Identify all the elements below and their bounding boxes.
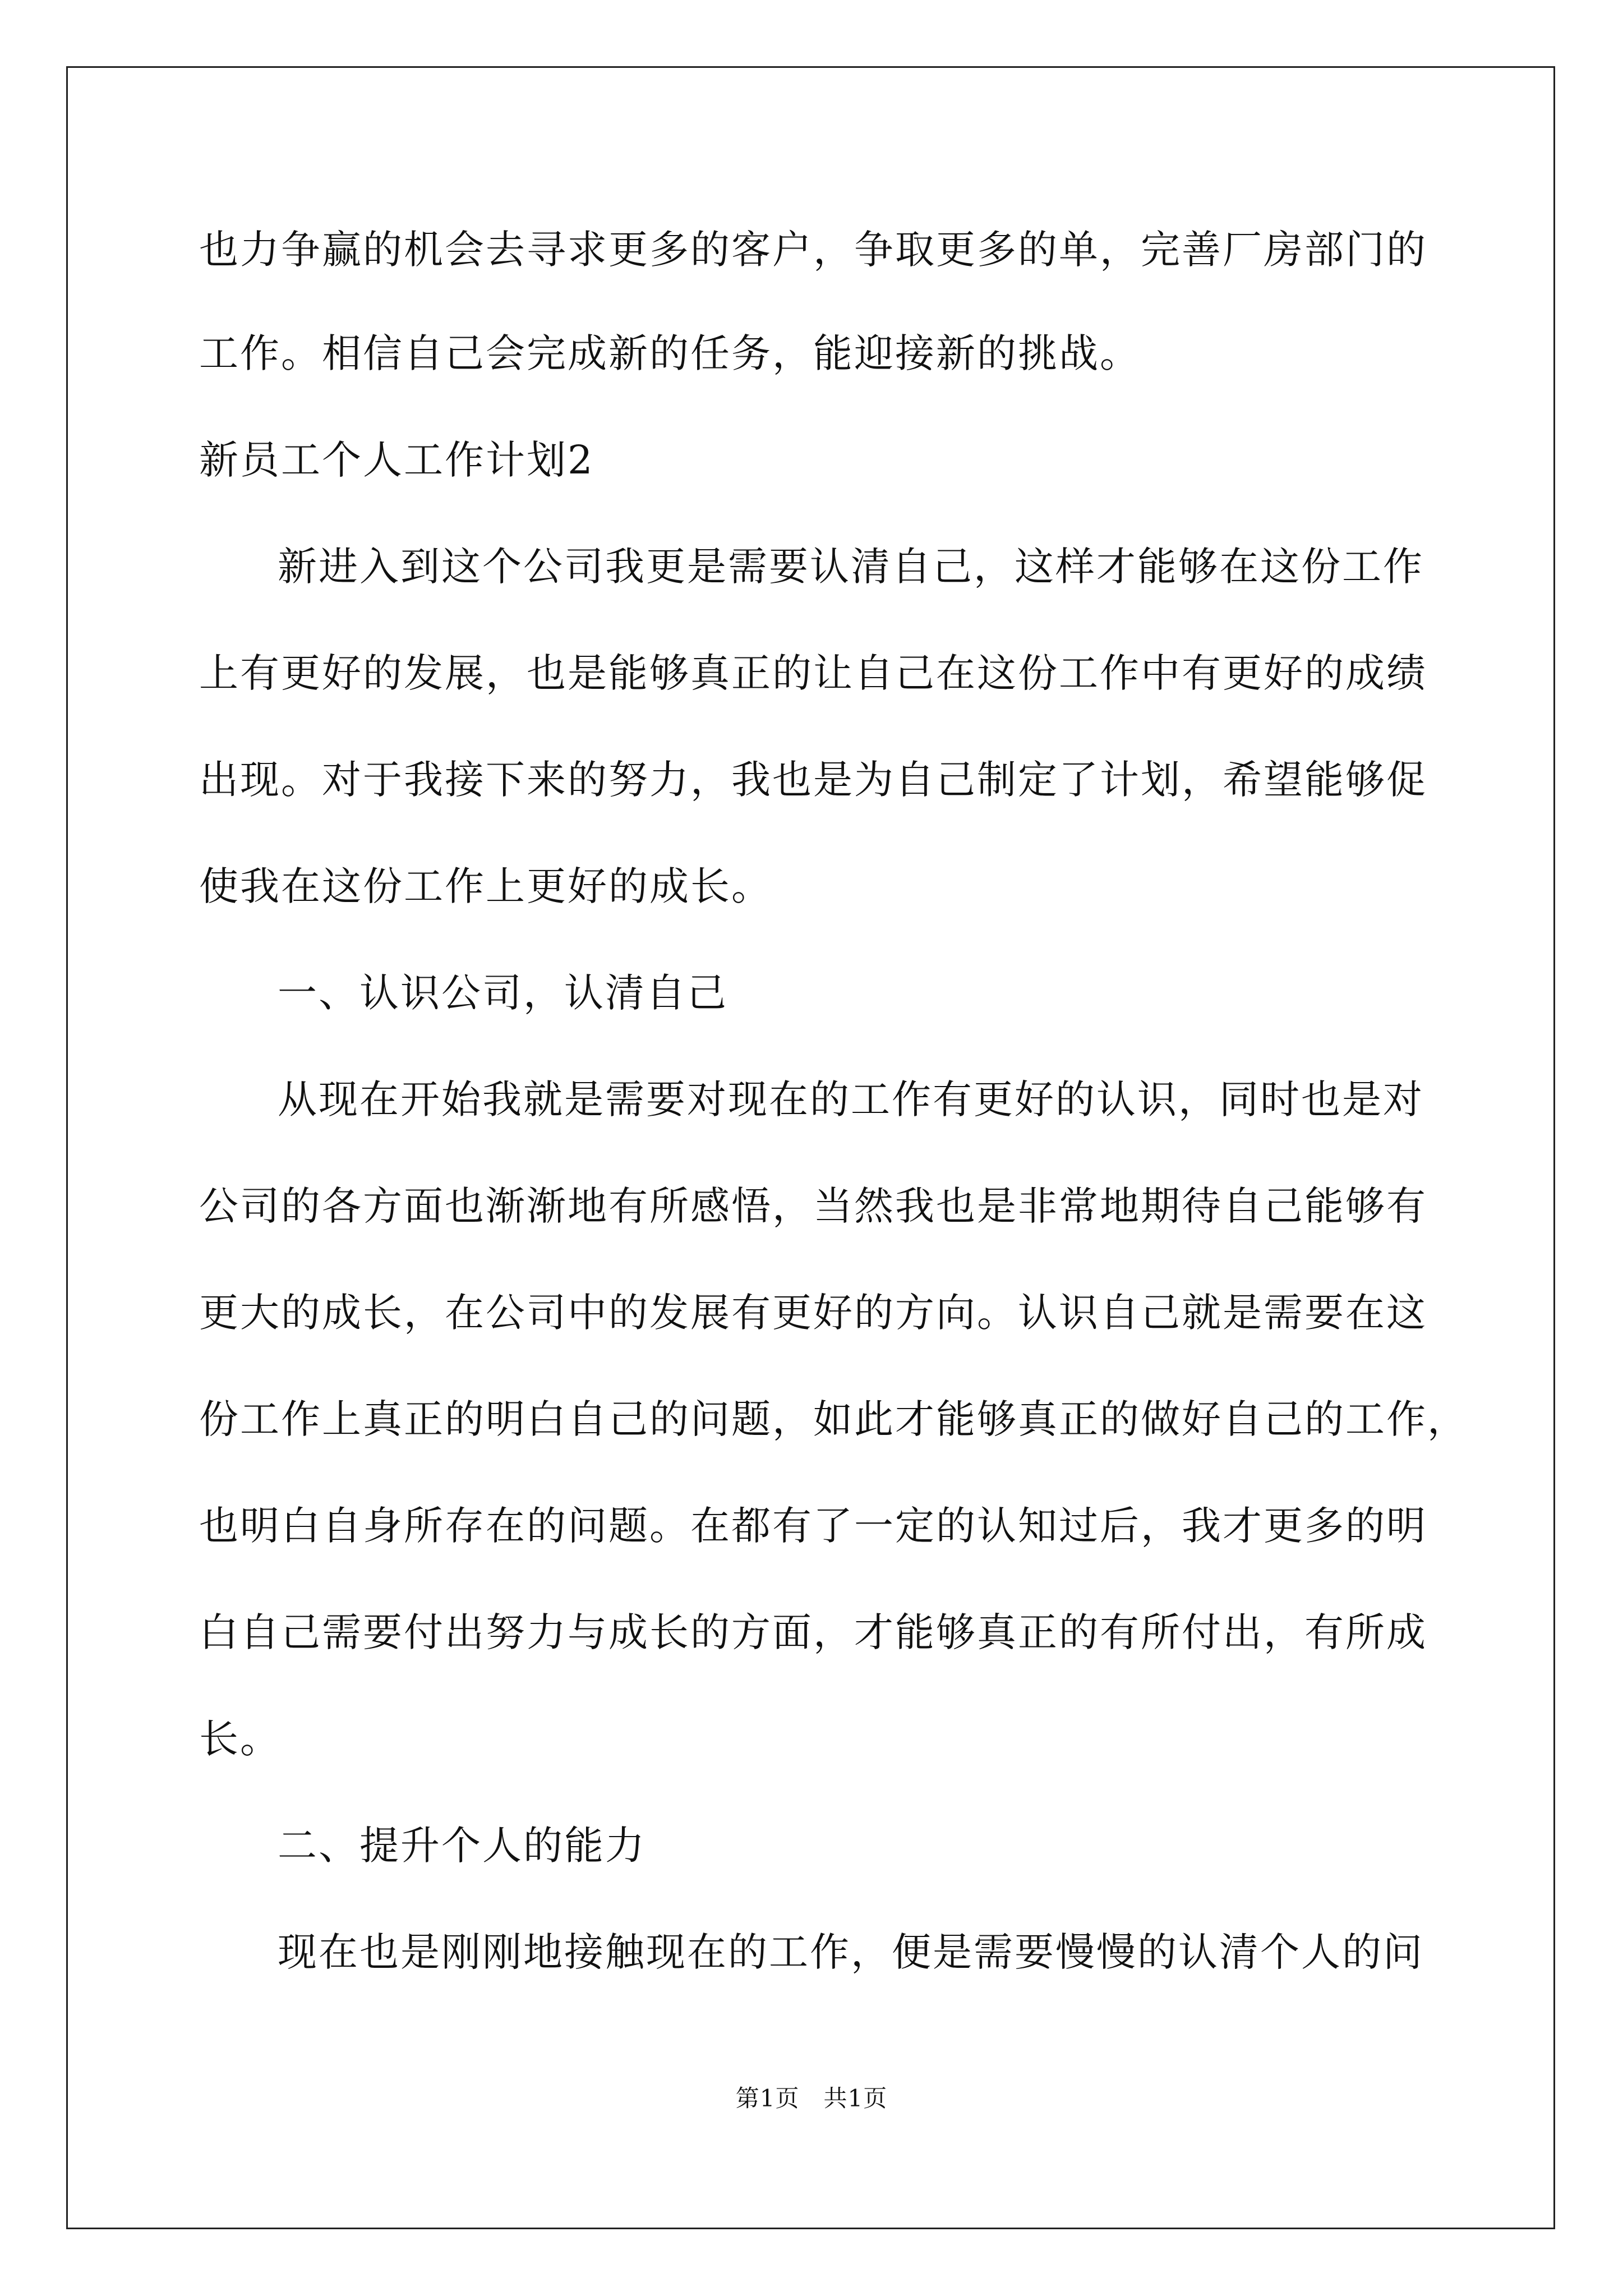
paragraph-line: 公司的各方面也渐渐地有所感悟，当然我也是非常地期待自己能够有 (199, 1183, 1427, 1229)
paragraph-line: 也力争赢的机会去寻求更多的客户，争取更多的单，完善厂房部门的 (199, 227, 1427, 273)
paragraph-line: 新进入到这个公司我更是需要认清自己，这样才能够在这份工作 (278, 544, 1424, 590)
paragraph-line: 出现。对于我接下来的努力，我也是为自己制定了计划，希望能够促 (199, 757, 1427, 803)
section-title: 新员工个人工作计划2 (199, 437, 594, 483)
paragraph-line: 使我在这份工作上更好的成长。 (199, 863, 772, 909)
paragraph-line: 更大的成长，在公司中的发展有更好的方向。认识自己就是需要在这 (199, 1290, 1427, 1336)
paragraph-line: 长。 (199, 1716, 281, 1762)
page-number: 第1页 共1页 (735, 2085, 888, 2112)
paragraph-line: 现在也是刚刚地接触现在的工作，便是需要慢慢的认清个人的问 (278, 1929, 1424, 1975)
paragraph-line: 上有更好的发展，也是能够真正的让自己在这份工作中有更好的成绩 (199, 650, 1427, 696)
paragraph-line: 白自己需要付出努力与成长的方面，才能够真正的有所付出，有所成 (199, 1609, 1427, 1655)
section-heading: 二、提升个人的能力 (278, 1823, 646, 1869)
paragraph-line: 工作。相信自己会完成新的任务，能迎接新的挑战。 (199, 330, 1141, 376)
paragraph-line: 份工作上真正的明白自己的问题，如此才能够真正的做好自己的工作， (199, 1396, 1468, 1442)
paragraph-line: 从现在开始我就是需要对现在的工作有更好的认识，同时也是对 (278, 1076, 1424, 1122)
paragraph-line: 也明白自身所存在的问题。在都有了一定的认知过后，我才更多的明 (199, 1503, 1427, 1549)
section-heading: 一、认识公司，认清自己 (278, 970, 728, 1016)
page-border (66, 66, 1555, 2229)
